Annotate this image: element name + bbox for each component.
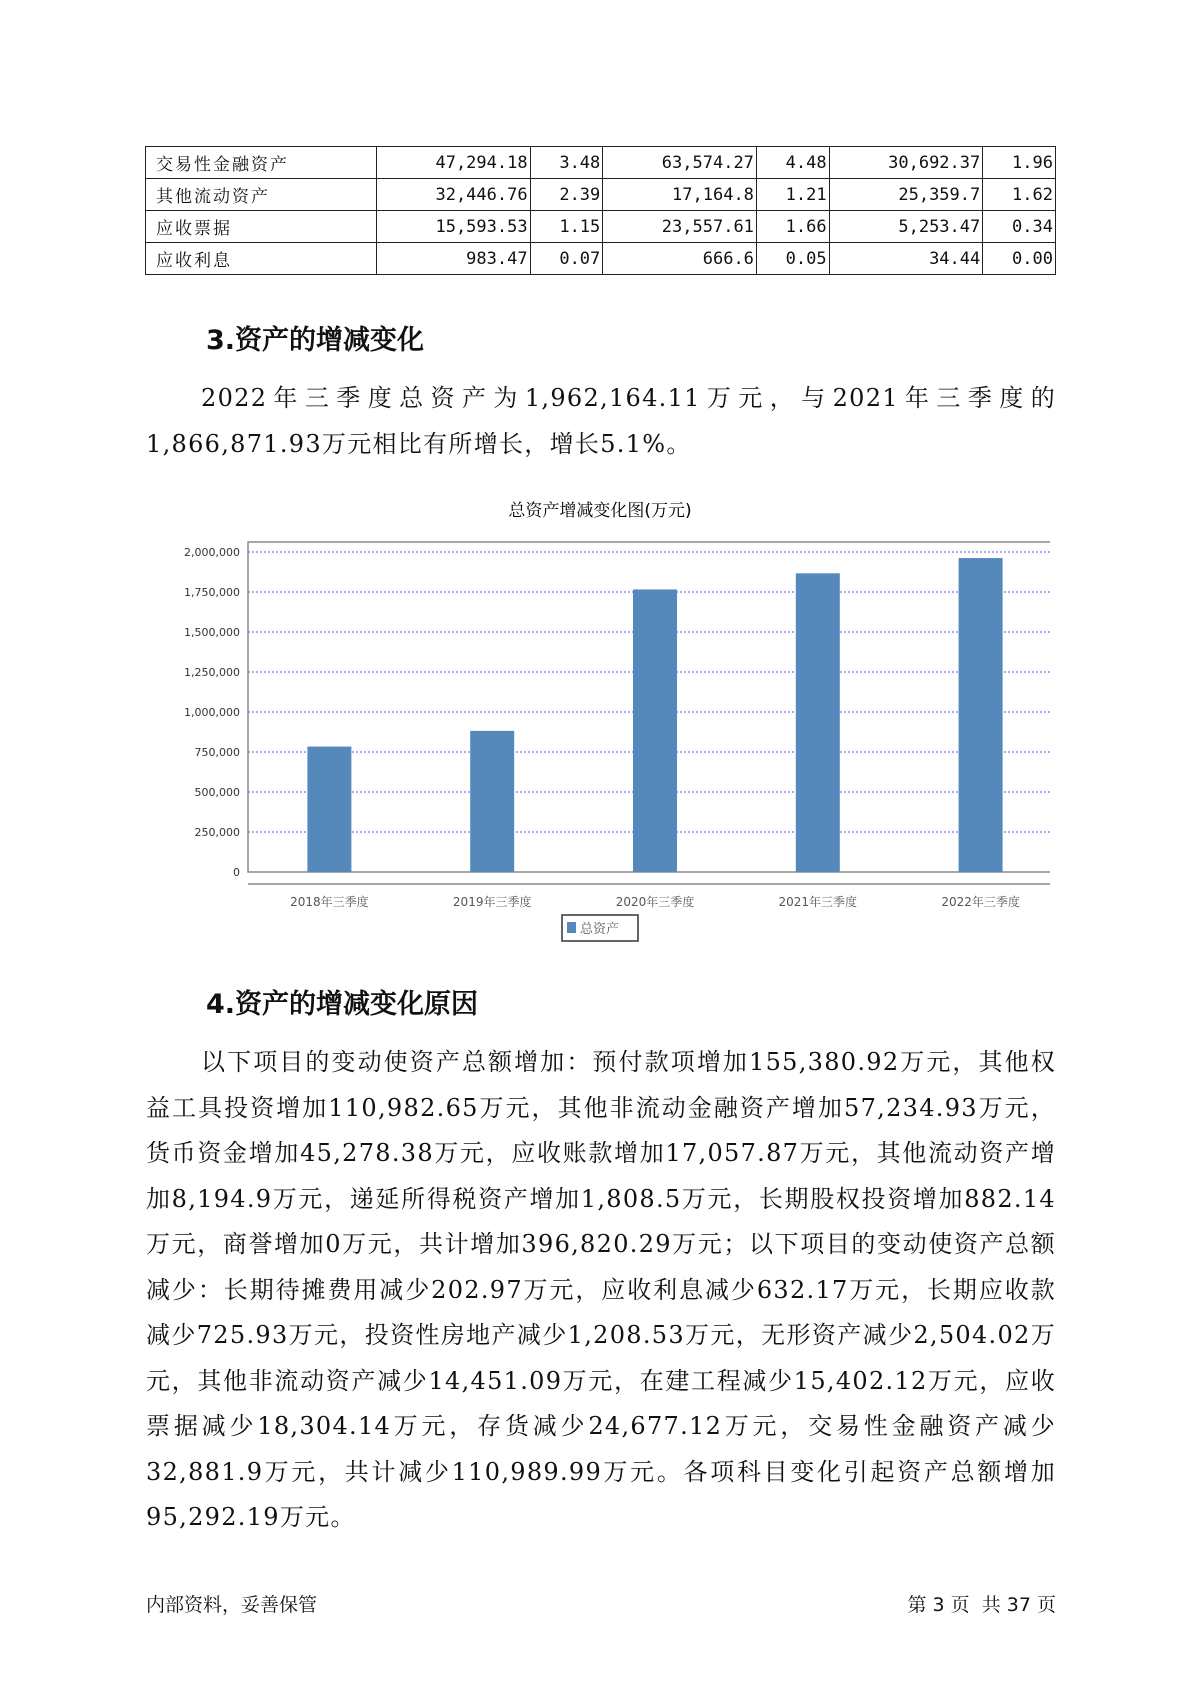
section-4-heading: 4.资产的增减变化原因	[206, 989, 479, 1020]
row-label: 应收票据	[146, 211, 377, 243]
section-3-text: 2022年三季度总资产为1,962,164.11万元，与2021年三季度的1,866,871.93万元相比有所增长，增长5.1%。	[146, 384, 1056, 458]
cell-value: 3.48	[530, 147, 603, 179]
x-tick-label: 2020年三季度	[615, 895, 695, 909]
cell-value: 0.07	[530, 243, 603, 275]
chart-title: 总资产增减变化图(万元)	[508, 501, 692, 521]
cell-value: 666.6	[603, 243, 757, 275]
section-4-text: 以下项目的变动使资产总额增加：预付款项增加155,380.92万元，其他权益工具投资增加110,982.65万元，其他非流动金融资产增加57,234.93万元，货币资金增加45,278.38万元，应收账款增加17,057.87万元，其他流动资产增加8,194.9万元，递延所得税资产增加1,808.5万元，长期股权投资增加882.14万元，商誉增加0万元，共计增加396,820.29万元；以下项目的变动使资产总额减少：长期待摊费用减少202.97万元，应收利息减少632.17万元，长期应收款减少725.93万元，投资性房地产减少1,208.53万元，无形资产减少2,504.02万元，其他非流动资产减少14,451.09万元，在建工程减少15,402.12万元，应收票据减少18,304.14万元，存货减少24,677.12万元，交易性金融资产减少32,881.9万元，共计减少110,989.99万元。各项科目变化引起资产总额增加95,292.19万元。	[146, 1048, 1056, 1531]
bar	[307, 747, 351, 872]
cell-value: 0.00	[983, 243, 1056, 275]
bar	[796, 573, 840, 872]
row-label: 应收利息	[146, 243, 377, 275]
y-tick-label: 2,000,000	[184, 546, 240, 559]
x-tick-label: 2021年三季度	[778, 895, 858, 909]
bar	[470, 731, 514, 872]
y-tick-label: 1,250,000	[184, 666, 240, 679]
x-tick-label: 2022年三季度	[941, 895, 1020, 909]
y-tick-label: 0	[233, 866, 240, 879]
cell-value: 1.96	[983, 147, 1056, 179]
x-tick-label: 2018年三季度	[290, 895, 369, 909]
footer-page-number: 第 3 页 共 37 页	[907, 1594, 1056, 1616]
cell-value: 15,593.53	[376, 211, 530, 243]
cell-value: 34.44	[829, 243, 983, 275]
legend-swatch	[567, 922, 576, 933]
y-tick-label: 1,750,000	[184, 586, 240, 599]
bar	[633, 589, 677, 872]
cell-value: 1.66	[756, 211, 829, 243]
footer-confidential: 内部资料，妥善保管	[146, 1594, 318, 1616]
cell-value: 1.15	[530, 211, 603, 243]
section-3-heading: 3.资产的增减变化	[206, 325, 425, 356]
cell-value: 2.39	[530, 179, 603, 211]
y-tick-label: 1,500,000	[184, 626, 240, 639]
cell-value: 47,294.18	[376, 147, 530, 179]
total-assets-chart	[150, 490, 1050, 950]
row-label: 交易性金融资产	[146, 147, 377, 179]
table-row	[146, 179, 1056, 211]
cell-value: 1.62	[983, 179, 1056, 211]
cell-value: 63,574.27	[603, 147, 757, 179]
cell-value: 1.21	[756, 179, 829, 211]
y-tick-label: 750,000	[194, 746, 240, 759]
cell-value: 32,446.76	[376, 179, 530, 211]
cell-value: 4.48	[756, 147, 829, 179]
cell-value: 5,253.47	[829, 211, 983, 243]
table-row	[146, 147, 1056, 179]
cell-value: 25,359.7	[829, 179, 983, 211]
cell-value: 0.05	[756, 243, 829, 275]
cell-value: 23,557.61	[603, 211, 757, 243]
cell-value: 0.34	[983, 211, 1056, 243]
y-tick-label: 500,000	[194, 786, 240, 799]
cell-value: 30,692.37	[829, 147, 983, 179]
legend-label: 总资产	[580, 922, 620, 937]
table-row	[146, 243, 1056, 275]
row-label: 其他流动资产	[146, 179, 377, 211]
table-row	[146, 211, 1056, 243]
y-tick-label: 250,000	[194, 826, 240, 839]
y-tick-label: 1,000,000	[184, 706, 240, 719]
cell-value: 17,164.8	[603, 179, 757, 211]
bar	[959, 558, 1003, 872]
asset-table	[145, 146, 1056, 275]
cell-value: 983.47	[376, 243, 530, 275]
x-tick-label: 2019年三季度	[452, 895, 532, 909]
